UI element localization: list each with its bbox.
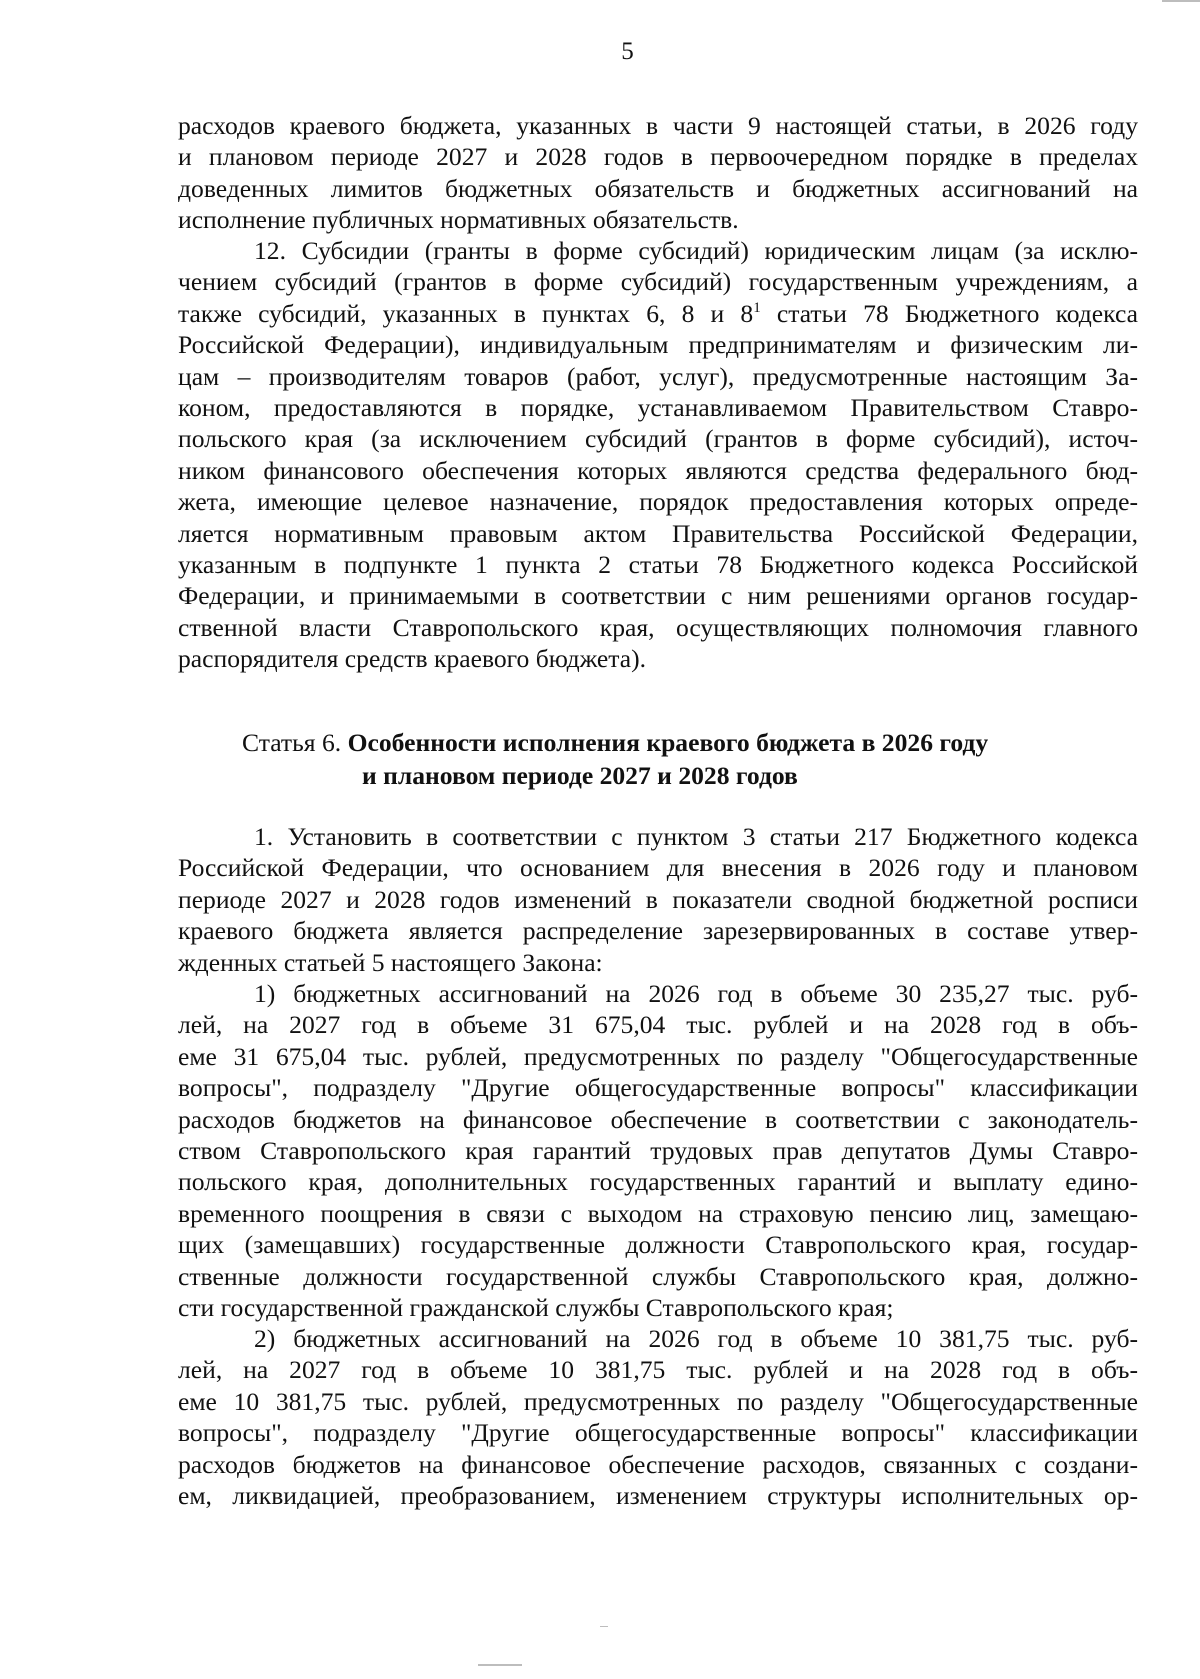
text-line: щих (замещавших) государственные должности Ставропольского края, государ- [178, 1230, 1138, 1260]
text-line: чением субсидий (грантов в форме субсидий) государственным учреждениям, а [178, 267, 1138, 297]
text-line: вопросы", подразделу "Другие общегосударственные вопросы" классификации [178, 1418, 1138, 1448]
text-line: сти государственной гражданской службы Ставропольского края; [178, 1293, 894, 1323]
scan-artifact-bottom-dot [600, 1626, 608, 1627]
text-line: еме 10 381,75 тыс. рублей, предусмотренных по разделу "Общегосударственные [178, 1386, 1138, 1416]
superscript: 1 [753, 299, 761, 316]
paragraph-subitem-1 [178, 978, 1138, 1323]
text-line: Российской Федерации), индивидуальным предпринимателям и физическим ли- [178, 330, 1138, 360]
text-line: ством Ставропольского края гарантий трудовых прав депутатов Думы Ставро- [178, 1136, 1138, 1166]
text-line: польского края (за исключением субсидий (грантов в форме субсидий), источ- [178, 424, 1138, 454]
text-line: краевого бюджета является распределение зарезервированных в составе утвер- [178, 916, 1138, 946]
paragraph-subitem-2 [178, 1323, 1138, 1511]
text-line: цам – производителям товаров (работ, услуг), предусмотренные настоящим За- [178, 361, 1138, 391]
text-line: ем, ликвидацией, преобразованием, изменением структуры исполнительных ор- [178, 1481, 1138, 1511]
article-heading-line-2: и плановом периоде 2027 и 2028 годов [362, 761, 798, 790]
text-line: ляется нормативным правовым актом Правительства Российской Федерации, [178, 518, 1138, 548]
scan-artifact-top-right [1162, 0, 1200, 2]
text-line: 1. Установить в соответствии с пунктом 3 статьи 217 Бюджетного кодекса [254, 822, 1138, 851]
text-line: лей, на 2027 год в объеме 31 675,04 тыс. рублей и на 2028 год в объ- [178, 1010, 1138, 1040]
text-line: ственные должности государственной службы Ставропольского края, должно- [178, 1261, 1138, 1291]
text-line: ственной власти Ставропольского края, осуществляющих полномочия главного [178, 612, 1138, 642]
text-line: Российской Федерации, что основанием для внесения в 2026 году и плановом [178, 853, 1138, 883]
article-heading [178, 726, 1138, 792]
text-line: распорядителя средств краевого бюджета). [178, 644, 647, 674]
text-line: также субсидий, указанных в пунктах 6, 8 и $8^1$ статьи 78 Бюджетного кодекса [178, 298, 1138, 328]
text-line: расходов бюджетов на финансовое обеспечение расходов, связанных с создани- [178, 1449, 1138, 1479]
text-line: временного поощрения в связи с выходом на страховую пенсию лиц, замещаю- [178, 1198, 1138, 1228]
text-line: Федерации, и принимаемыми в соответствии с ним решениями органов государ- [178, 581, 1138, 611]
text-line: жета, имеющие целевое назначение, порядок предоставления которых опреде- [178, 487, 1138, 517]
text-line: еме 31 675,04 тыс. рублей, предусмотренных по разделу "Общегосударственные [178, 1041, 1138, 1071]
text-line: исполнение публичных нормативных обязательств. [178, 205, 739, 235]
article-heading-line-1: Статья 6. Особенности исполнения краевого бюджета в 2026 году [242, 728, 989, 757]
text-line: периоде 2027 и 2028 годов изменений в показатели сводной бюджетной росписи [178, 884, 1138, 914]
paragraph-continuation [178, 110, 1138, 236]
text-line: польского края, дополнительных государственных гарантий и выплату едино- [178, 1167, 1138, 1197]
text-line: 12. Субсидии (гранты в форме субсидий) юридическим лицам (за исклю- [254, 236, 1138, 265]
text-line: расходов бюджетов на финансовое обеспечение в соответствии с законодатель- [178, 1104, 1138, 1134]
text-line: 2) бюджетных ассигнований на 2026 год в объеме 10 381,75 тыс. руб- [254, 1324, 1138, 1353]
text-line: указанным в подпункте 1 пункта 2 статьи 78 Бюджетного кодекса Российской [178, 550, 1138, 580]
text-line: и плановом периоде 2027 и 2028 годов в первоочередном порядке в пределах [178, 142, 1138, 172]
paragraph-item-1 [178, 821, 1138, 978]
text-line: 1) бюджетных ассигнований на 2026 год в объеме 30 235,27 тыс. руб- [254, 979, 1138, 1008]
text-line: жденных статьей 5 настоящего Закона: [178, 947, 603, 977]
page-number: 5 [621, 38, 634, 65]
paragraph-item-12 [178, 235, 1138, 675]
text-line: лей, на 2027 год в объеме 10 381,75 тыс. рублей и на 2028 год в объ- [178, 1355, 1138, 1385]
text-line: коном, предоставляются в порядке, устанавливаемом Правительством Ставро- [178, 393, 1138, 423]
text-line: ником финансового обеспечения которых являются средства федерального бюд- [178, 455, 1138, 485]
text-line: вопросы", подразделу "Другие общегосударственные вопросы" классификации [178, 1073, 1138, 1103]
scan-artifact-bottom [478, 1664, 522, 1666]
text-line: доведенных лимитов бюджетных обязательств и бюджетных ассигнований на [178, 173, 1138, 203]
text-line: расходов краевого бюджета, указанных в части 9 настоящей статьи, в 2026 году [178, 111, 1138, 140]
